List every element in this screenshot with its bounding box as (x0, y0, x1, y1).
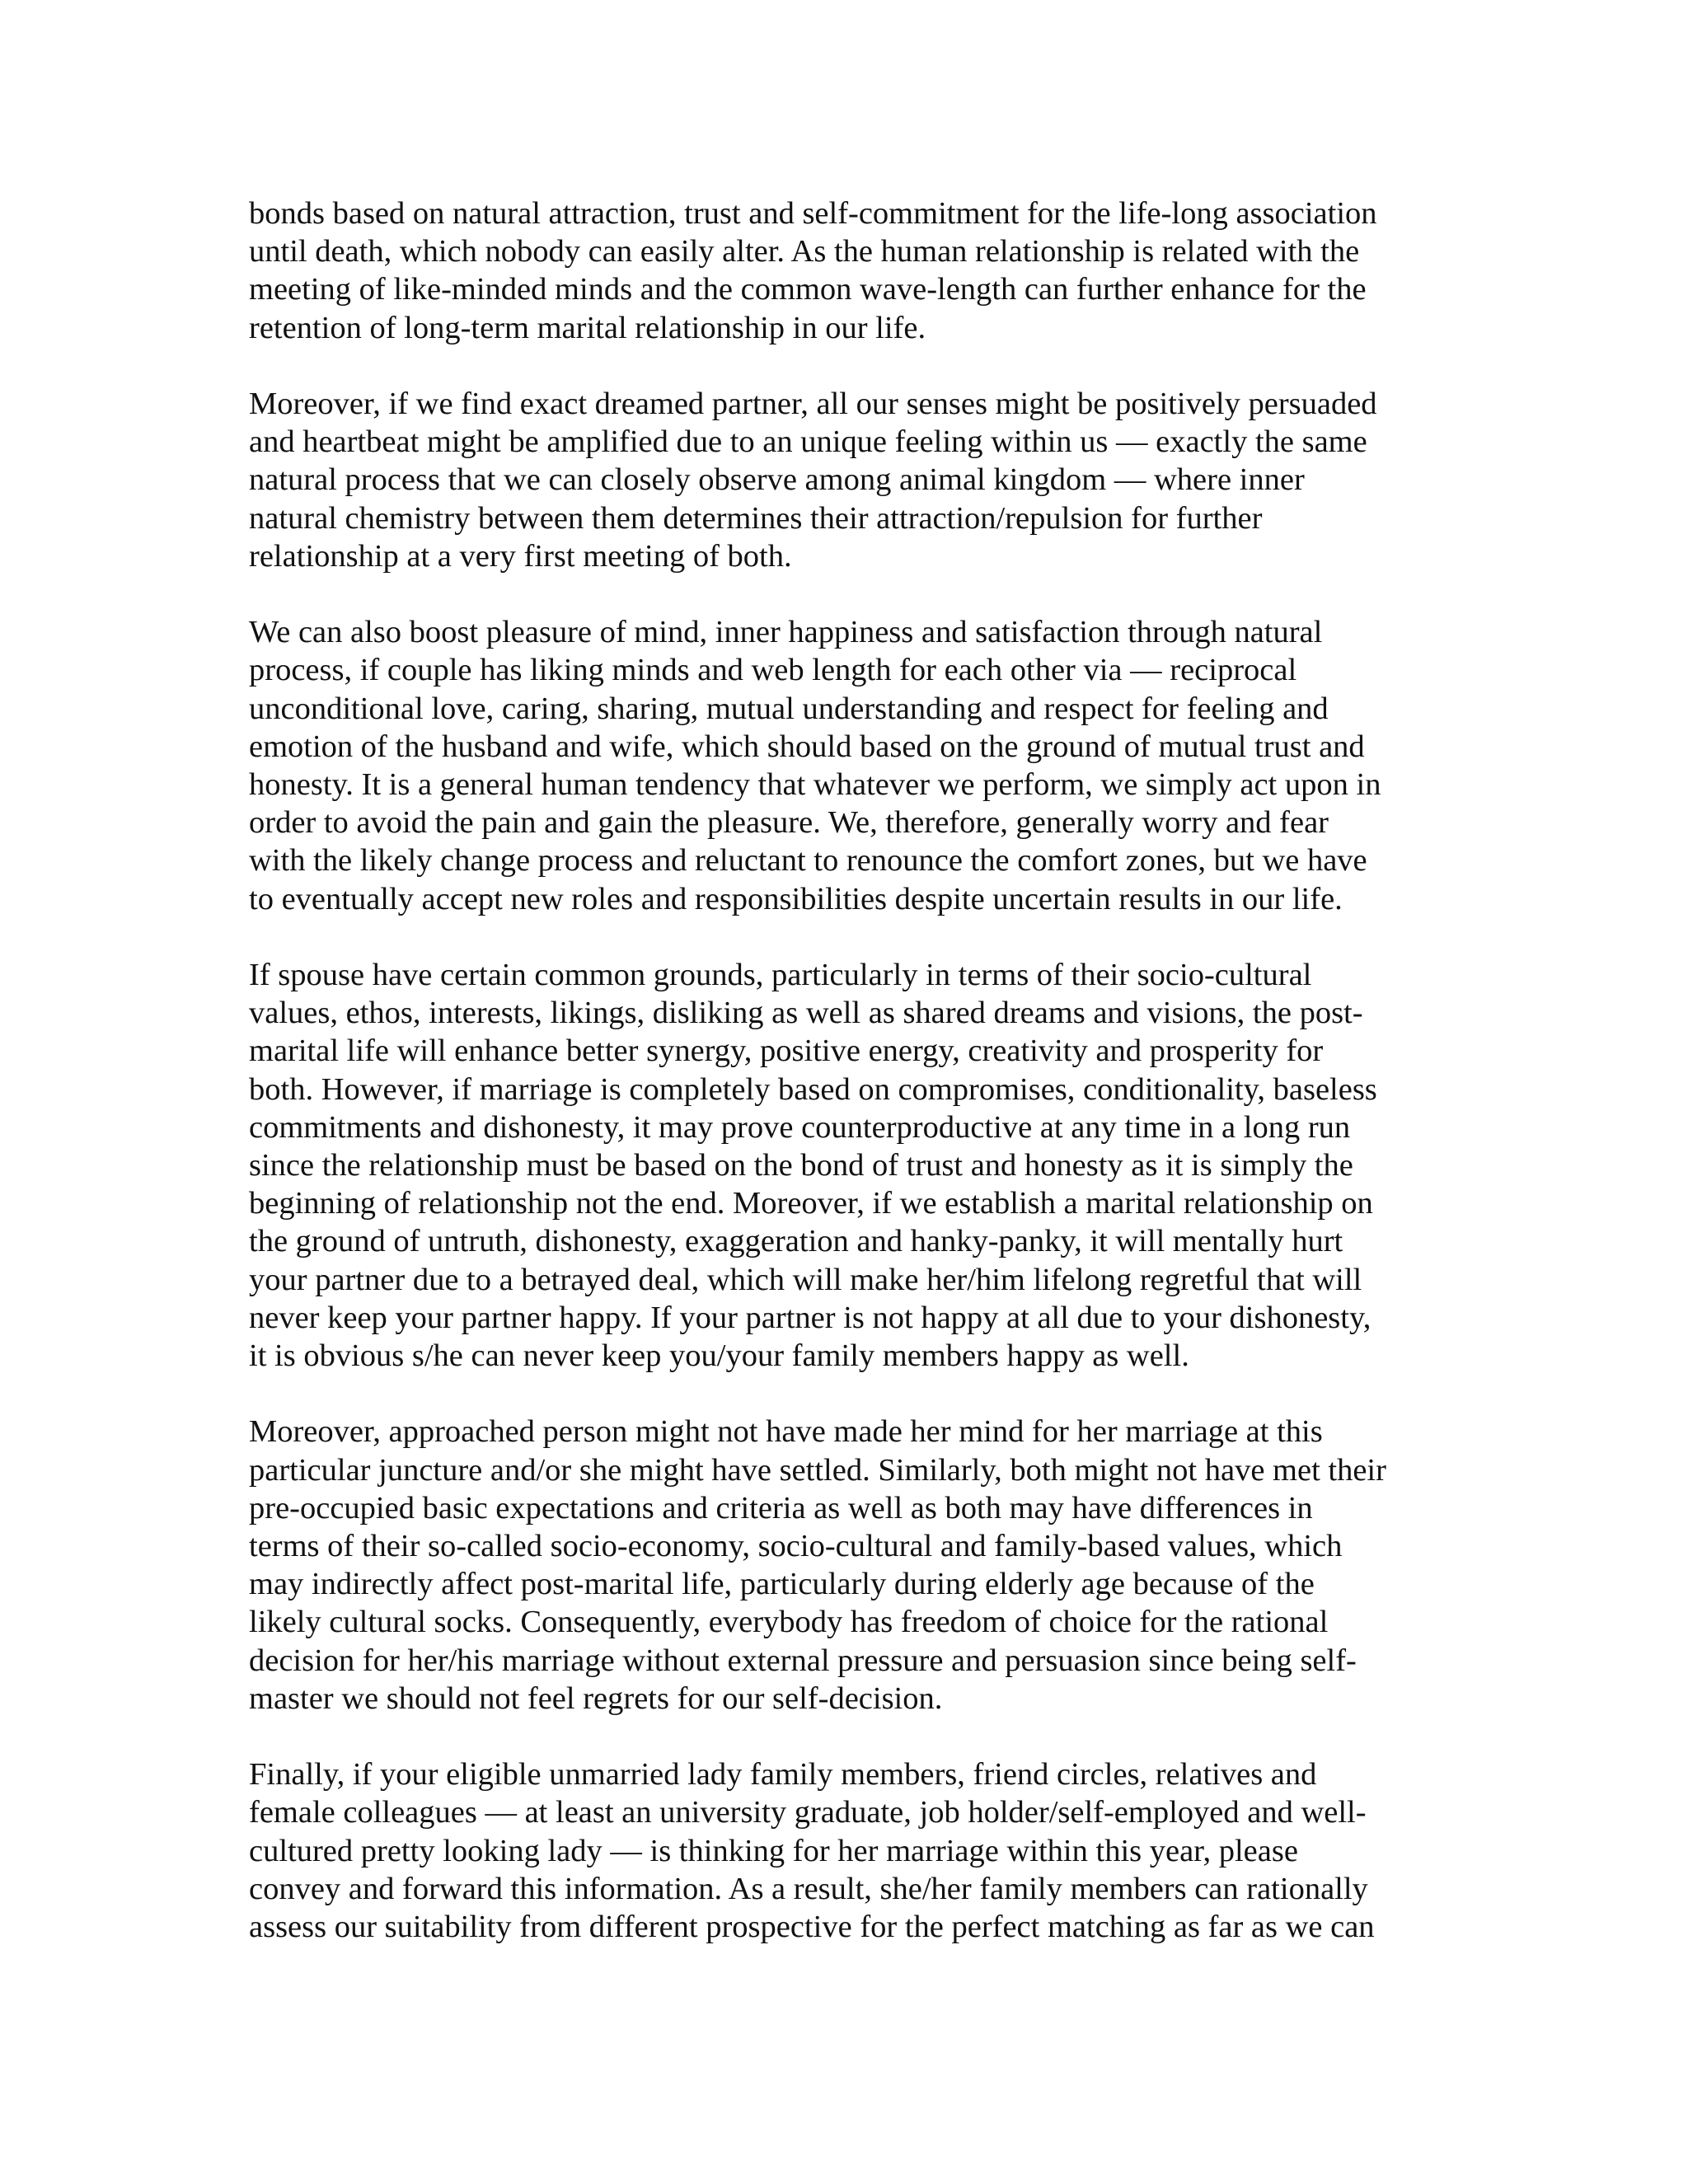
text-line: honesty. It is a general human tendency that whatever we perform, we simply act upon in (249, 767, 1381, 803)
text-line: marital life will enhance better synergy, positive energy, creativity and prosperity for (249, 1033, 1324, 1069)
text-line: the ground of untruth, dishonesty, exaggeration and hanky-panky, it will mentally hurt (249, 1224, 1343, 1259)
text-line: never keep your partner happy. If your partner is not happy at all due to your dishonesty, (249, 1300, 1372, 1335)
text-line: until death, which nobody can easily alter. As the human relationship is related with the (249, 234, 1360, 269)
text-line: meeting of like-minded minds and the common wave-length can further enhance for the (249, 272, 1367, 307)
text-line: natural process that we can closely observe among animal kingdom — where inner (249, 462, 1305, 498)
text-line: since the relationship must be based on the bond of trust and honesty as it is simply the (249, 1148, 1353, 1183)
text-line: terms of their so-called socio-economy, socio-cultural and family-based values, which (249, 1529, 1343, 1564)
paragraph-6 (249, 1755, 1444, 1946)
text-line: process, if couple has liking minds and web length for each other via — reciprocal (249, 653, 1297, 688)
text-line: Moreover, if we find exact dreamed partner, all our senses might be positively persuaded (249, 387, 1377, 421)
text-line: and heartbeat might be amplified due to an unique feeling within us — exactly the same (249, 424, 1367, 460)
text-line: natural chemistry between them determines their attraction/repulsion for further (249, 500, 1263, 536)
text-line: it is obvious s/he can never keep you/your family members happy as well. (249, 1338, 1189, 1374)
text-line: both. However, if marriage is completely based on compromises, conditionality, baseless (249, 1071, 1377, 1107)
text-line: may indirectly affect post-marital life, particularly during elderly age because of the (249, 1567, 1315, 1602)
text-line: with the likely change process and reluctant to renounce the comfort zones, but we have (249, 843, 1367, 879)
text-line: beginning of relationship not the end. Moreover, if we establish a marital relationship on (249, 1186, 1373, 1221)
text-line: likely cultural socks. Consequently, everybody has freedom of choice for the rational (249, 1605, 1329, 1640)
text-line: assess our suitability from different prospective for the perfect matching as far as we can (249, 1910, 1375, 1945)
text-line: pre-occupied basic expectations and criteria as well as both may have differences in (249, 1490, 1313, 1526)
text-line: cultured pretty looking lady — is thinking for her marriage within this year, please (249, 1833, 1298, 1868)
text-line: particular juncture and/or she might have settled. Similarly, both might not have met their (249, 1452, 1386, 1488)
paragraph-2 (249, 385, 1444, 575)
text-line: unconditional love, caring, sharing, mutual understanding and respect for feeling and (249, 691, 1329, 726)
text-line: commitments and dishonesty, it may prove counterproductive at any time in a long run (249, 1109, 1351, 1145)
paragraph-4 (249, 956, 1444, 1375)
document-body (249, 194, 1444, 1946)
text-line: emotion of the husband and wife, which should based on the ground of mutual trust and (249, 729, 1365, 764)
text-line: to eventually accept new roles and responsibilities despite uncertain results in our life. (249, 881, 1343, 916)
paragraph-5 (249, 1413, 1444, 1718)
text-line: your partner due to a betrayed deal, which will make her/him lifelong regretful that will (249, 1262, 1362, 1297)
text-line: If spouse have certain common grounds, particularly in terms of their socio-cultural (249, 958, 1312, 993)
text-line: Finally, if your eligible unmarried lady family members, friend circles, relatives and (249, 1757, 1317, 1793)
text-line: master we should not feel regrets for our self-decision. (249, 1680, 943, 1716)
text-line: decision for her/his marriage without external pressure and persuasion since being self- (249, 1643, 1357, 1678)
text-line: Moreover, approached person might not have made her mind for her marriage at this (249, 1414, 1323, 1450)
text-line: female colleagues — at least an university graduate, job holder/self-employed and well- (249, 1795, 1367, 1830)
text-line: convey and forward this information. As a result, she/her family members can rationally (249, 1871, 1368, 1906)
paragraph-3 (249, 613, 1444, 918)
text-line: relationship at a very first meeting of both. (249, 538, 792, 574)
text-line: retention of long-term marital relationship in our life. (249, 310, 926, 345)
text-line: values, ethos, interests, likings, disliking as well as shared dreams and visions, the post- (249, 996, 1363, 1031)
text-line: order to avoid the pain and gain the pleasure. We, therefore, generally worry and fear (249, 805, 1329, 841)
paragraph-1 (249, 194, 1444, 347)
text-line: bonds based on natural attraction, trust and self-commitment for the life-long association (249, 196, 1377, 231)
text-line: We can also boost pleasure of mind, inner happiness and satisfaction through natural (249, 615, 1323, 650)
